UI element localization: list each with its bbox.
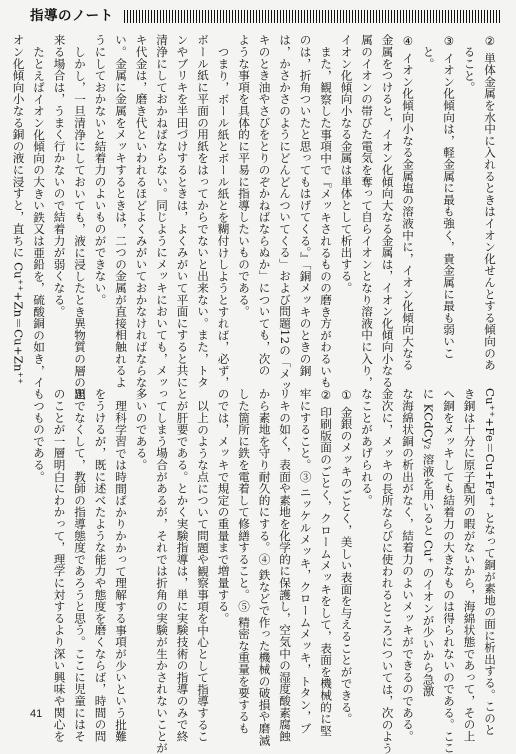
text-column: ④ イオン化傾向小なる金属塩の溶液中に，イオン化傾向大なる (401, 34, 415, 371)
text-column: 来る場合は，うまく行かないので結着力が弱くなる。 (52, 34, 67, 318)
text-column: 牢にすること。③ ニッケルメッキ，クロームメッキ，トタン，ブ (298, 388, 313, 735)
text-column: 理科学習では時間ばかりかかって理解する事項が少いという批難 (114, 399, 128, 742)
text-column: い。金属に金属をメッキするときは，二つの金属が直接相触れるよ (114, 34, 128, 388)
text-column: 題でなくして，教師の指導態度であろうと思う。ここに児童にはそ (73, 388, 87, 742)
text-column: 以上のような点について問題や観察事項を中心として指導するこ (196, 399, 210, 742)
text-column: は，かさかさのようにどんどんついてくる」および問題12の「メッ (278, 34, 292, 392)
text-column: ような事項を具体的に平易に指導したいものである。 (237, 34, 251, 318)
header-rule (124, 10, 502, 23)
text-column: キのとき油やさびをとりのぞかねばならぬか」についても，次の (257, 34, 272, 377)
text-column: なことがあげられる。 (360, 388, 374, 506)
text-column: に KCdCy₂ 溶液を用いると Cu⁺ のイオンが少いから急激 (421, 388, 436, 697)
text-column: ① 金銀のメッキのごとく，美しい表面を与えることができる。 (339, 388, 354, 725)
text-column: 金属をつけると，イオン化傾向大なる金属は，イオン化傾向小なる金 (380, 34, 395, 400)
text-column: ② 印刷版面のごとく，クロームメッキをして，表面を機械的に堅 (319, 388, 333, 737)
text-column: たとえばイオン化傾向の大きい鉄又は亜鉛を，硫酸銅の如き，イ (32, 45, 46, 388)
text-column: き銅は十分に原子配列の暇がないから，海綿状態であって，その上 (462, 388, 477, 742)
text-column: 清浄にしておかねばならない。同じようにメッキにおいても，メッ (155, 34, 169, 388)
text-column: キ代金は，磨き代といわれるほどよくみがいておかなければならな (134, 34, 149, 388)
text-column: ってしまう場合があるが，それでは折角の実験が生かされないことが (155, 388, 169, 754)
page-number: 41 (30, 708, 43, 720)
text-column: また，観察した事項中で『メッキされるものの磨き方がわるいも (319, 45, 333, 388)
text-column: オン化傾向小なる銅の液に浸すと，直ちに Cu⁺⁺+Zn＝Cu+Zn⁺⁺ (11, 34, 26, 385)
text-column: しかし，一旦清浄にしておいても，液に浸したとき異物質の層の出 (73, 45, 87, 400)
text-column: 多いのである。 (134, 388, 149, 471)
text-column: もつものである。 (32, 388, 46, 483)
text-column: な海綿状銅の析出がなく，結着力のよいメッキができるのである。 (401, 388, 415, 742)
text-column: リキの如く，表面や素地を化学的に保護し，空気中の湿度酸素腐蝕 (278, 388, 292, 742)
text-column: Cu⁺⁺+Fe＝Cu+Fe⁺⁺ となって銅が素地の面に析出する。このと (483, 388, 497, 736)
text-column: のでは，メッキで規定の重量まで増量する。 (216, 388, 231, 624)
text-column: へ銅をメッキしても結着力の大きなものは得られないのである。ここ (442, 388, 456, 754)
text-column: のことが一層明白にわかって，理学に対するより深い興味や関心を (52, 388, 67, 742)
text-column: ンやブリキを半田づけするときは，よくみがいて平面にすると共に (175, 34, 190, 388)
text-column: した箇所に鉄を電着して修繕すること。⑤ 精密な重量を要するも (237, 388, 251, 735)
text-column: うにしておかないと結着力のよいものができない。 (93, 34, 108, 306)
text-column: のは，折角ついたと思ってもはげてくる。』「銅メッキのときの銅 (298, 34, 313, 377)
lower-text-block (30, 388, 500, 754)
text-column: ③ イオン化傾向は，軽金属に最も強く，貴金属に最も弱いこ (442, 34, 456, 359)
text-column: ボール紙に平面の用紙をはってからでないと出来ない。また，トタ (196, 34, 210, 388)
text-column: と。 (421, 45, 436, 70)
upper-text-block (11, 34, 500, 400)
text-column: から素地を守り耐久的にする。④ 鉄などで作った機械の破損や磨滅 (257, 388, 272, 746)
text-column: とが肝要である。とかく実験指導は，単に実験技術の指導のみで終 (175, 388, 190, 742)
page-body (11, 34, 500, 754)
text-column: ること。 (462, 45, 477, 93)
text-column: 次に，メッキの長所ならびに使われるところについては，次のよう (380, 399, 395, 754)
text-column: ② 単体金属を水中に入れるときはイオン化せんとする傾向のあ (483, 34, 497, 371)
running-title: 指導のノート (30, 8, 114, 24)
text-column: つまり，ボール紙とボール紙とを糊付けしようとすれば，必ず， (216, 45, 231, 388)
text-column: 属のイオンの帯びた電気を奪って自らイオンとなり溶液中に入り， (360, 34, 374, 388)
text-column: をうけるが，既に述べたような能力や態度を磨くならば，時間の問 (93, 388, 108, 742)
text-column: イオン化傾向小なる金属は単体として析出する。 (339, 34, 354, 294)
page-header (30, 6, 502, 28)
